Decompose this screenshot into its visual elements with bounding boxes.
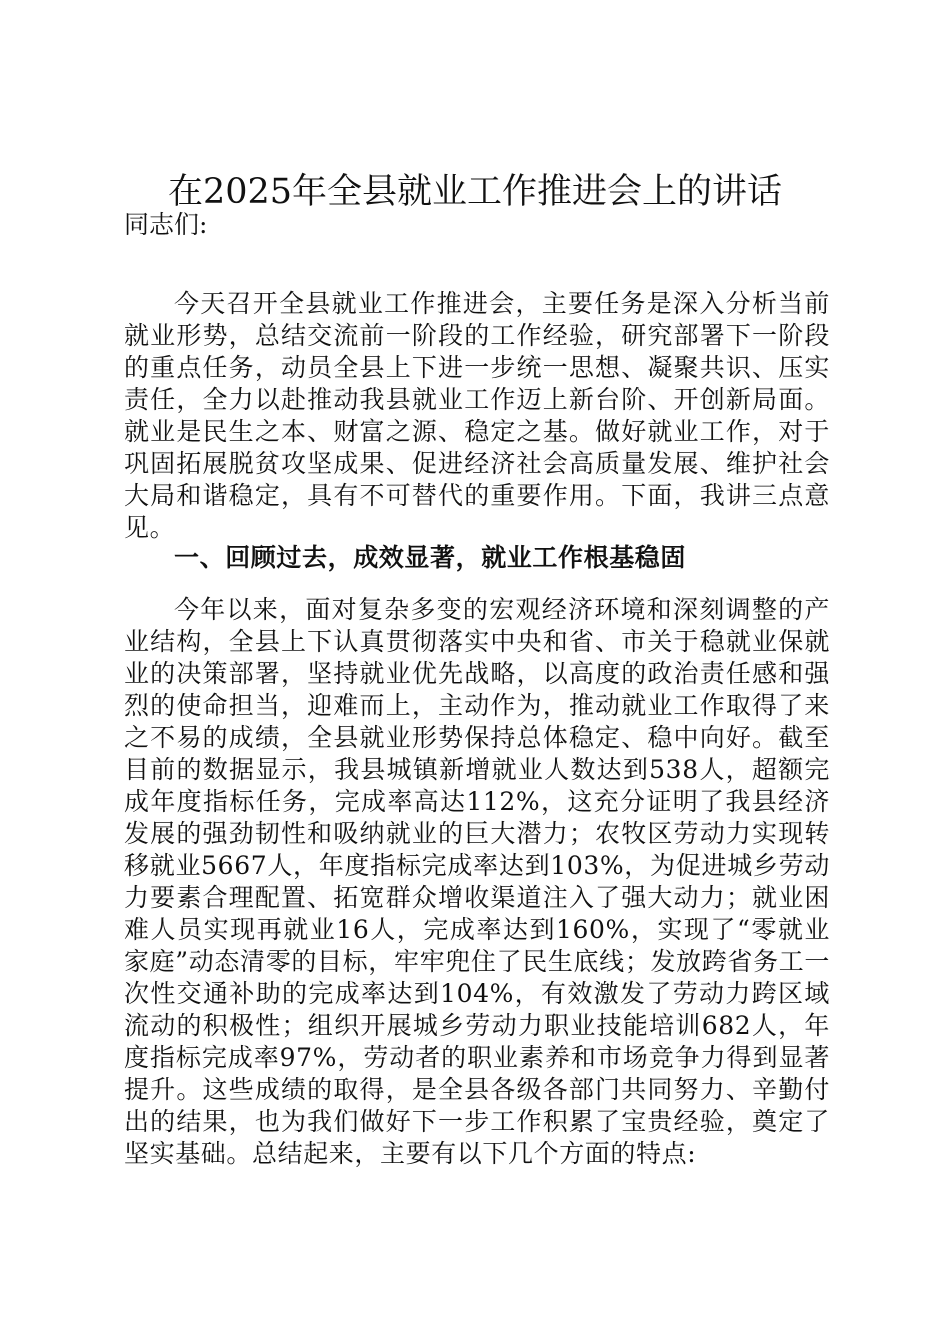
document-title: 在2025年全县就业工作推进会上的讲话 xyxy=(167,172,783,212)
salutation: 同志们: xyxy=(124,210,208,239)
paragraph-intro: 今天召开全县就业工作推进会，主要任务是深入分析当前就业形势，总结交流前一阶段的工作经验，研究部署下一阶段的重点任务，动员全县上下进一步统一思想、凝聚共识、压实责任，全力以赴推动我县就业工作迈上新台阶、开创新局面。就业是民生之本、财富之源、稳定之基。做好就业工作，对于巩固拓展脱贫攻坚成果、促进经济社会高质量发展、维护社会大局和谐稳定，具有不可替代的重要作用。下面，我讲三点意见。 xyxy=(124,289,830,542)
section-heading-1: 一、回顾过去，成效显著，就业工作根基稳固 xyxy=(174,543,687,572)
paragraph-review: 今年以来，面对复杂多变的宏观经济环境和深刻调整的产业结构，全县上下认真贯彻落实中央和省、市关于稳就业保就业的决策部署，坚持就业优先战略，以高度的政治责任感和强烈的使命担当，迎难而上，主动作为，推动就业工作取得了来之不易的成绩，全县就业形势保持总体稳定、稳中向好。截至目前的数据显示，我县城镇新增就业人数达到538人，超额完成年度指标任务，完成率高达112%，这充分证明了我县经济发展的强劲韧性和吸纳就业的巨大潜力；农牧区劳动力实现转移就业5667人，年度指标完成率达到103%，为促进城乡劳动力要素合理配置、拓宽群众增收渠道注入了强大动力；就业困难人员实现再就业16人，完成率达到160%，实现了“零就业家庭”动态清零的目标，牢牢兜住了民生底线；发放跨省务工一次性交通补助的完成率达到104%，有效激发了劳动力跨区域流动的积极性；组织开展城乡劳动力职业技能培训682人，年度指标完成率97%，劳动者的职业素养和市场竞争力得到显著提升。这些成绩的取得，是全县各级各部门共同努力、辛勤付出的结果，也为我们做好下一步工作积累了宝贵经验，奠定了坚实基础。总结起来，主要有以下几个方面的特点: xyxy=(124,595,830,1168)
